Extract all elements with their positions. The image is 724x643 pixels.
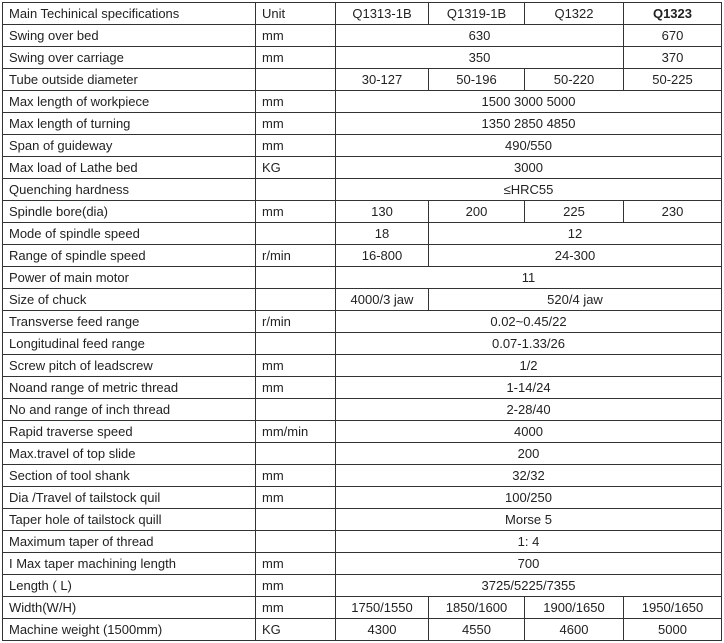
spec-value: 1-14/24 <box>336 377 722 399</box>
table-row <box>3 465 722 487</box>
table-row <box>3 355 722 377</box>
spec-value: 1750/1550 <box>336 597 429 619</box>
spec-value: 370 <box>624 47 722 69</box>
spec-value: 1950/1650 <box>624 597 722 619</box>
table-row <box>3 531 722 553</box>
spec-value: 1: 4 <box>336 531 722 553</box>
spec-name: Size of chuck <box>3 289 256 311</box>
spec-value: 100/250 <box>336 487 722 509</box>
spec-unit: mm <box>256 201 336 223</box>
table-row <box>3 157 722 179</box>
spec-unit: mm <box>256 47 336 69</box>
spec-unit: mm <box>256 113 336 135</box>
spec-unit: mm <box>256 575 336 597</box>
spec-unit <box>256 223 336 245</box>
table-row <box>3 443 722 465</box>
header-spec-label: Main Techinical specifications <box>3 3 256 25</box>
table-row <box>3 69 722 91</box>
spec-name: Maximum taper of thread <box>3 531 256 553</box>
spec-name: Transverse feed range <box>3 311 256 333</box>
spec-unit <box>256 179 336 201</box>
spec-unit: mm/min <box>256 421 336 443</box>
spec-value: 200 <box>429 201 525 223</box>
spec-unit: r/min <box>256 311 336 333</box>
table-row <box>3 91 722 113</box>
spec-name: Max.travel of top slide <box>3 443 256 465</box>
spec-value: 520/4 jaw <box>429 289 722 311</box>
spec-unit <box>256 443 336 465</box>
table-row <box>3 223 722 245</box>
spec-value: 200 <box>336 443 722 465</box>
spec-name: Range of spindle speed <box>3 245 256 267</box>
spec-name: Swing over bed <box>3 25 256 47</box>
spec-value: 2-28/40 <box>336 399 722 421</box>
spec-unit: mm <box>256 553 336 575</box>
table-row <box>3 311 722 333</box>
spec-value: 4300 <box>336 619 429 641</box>
table-row <box>3 619 722 641</box>
spec-value: 3725/5225/7355 <box>336 575 722 597</box>
spec-value: 4550 <box>429 619 525 641</box>
spec-value: 1350 2850 4850 <box>336 113 722 135</box>
spec-name: I Max taper machining length <box>3 553 256 575</box>
table-row <box>3 25 722 47</box>
spec-value: 18 <box>336 223 429 245</box>
spec-value: 4000/3 jaw <box>336 289 429 311</box>
header-row <box>3 3 722 25</box>
table-row <box>3 597 722 619</box>
table-row <box>3 201 722 223</box>
spec-unit: mm <box>256 135 336 157</box>
spec-name: Mode of spindle speed <box>3 223 256 245</box>
header-unit-label: Unit <box>256 3 336 25</box>
table-row <box>3 575 722 597</box>
spec-unit <box>256 531 336 553</box>
spec-name: Dia /Travel of tailstock quil <box>3 487 256 509</box>
spec-name: Taper hole of tailstock quill <box>3 509 256 531</box>
spec-unit: mm <box>256 465 336 487</box>
spec-name: Power of main motor <box>3 267 256 289</box>
spec-name: Max load of Lathe bed <box>3 157 256 179</box>
spec-unit: KG <box>256 619 336 641</box>
spec-value: 32/32 <box>336 465 722 487</box>
spec-unit: KG <box>256 157 336 179</box>
spec-value: 30-127 <box>336 69 429 91</box>
spec-value: 11 <box>336 267 722 289</box>
spec-name: Machine weight (1500mm) <box>3 619 256 641</box>
spec-unit: mm <box>256 355 336 377</box>
table-row <box>3 487 722 509</box>
table-row <box>3 135 722 157</box>
spec-name: Span of guideway <box>3 135 256 157</box>
spec-unit <box>256 267 336 289</box>
spec-value: 12 <box>429 223 722 245</box>
spec-name: Length ( L) <box>3 575 256 597</box>
table-row <box>3 399 722 421</box>
spec-value: ≤HRC55 <box>336 179 722 201</box>
spec-value: 50-225 <box>624 69 722 91</box>
spec-value: 3000 <box>336 157 722 179</box>
header-model-q1313-1b: Q1313-1B <box>336 3 429 25</box>
table-row <box>3 289 722 311</box>
spec-value: 4000 <box>336 421 722 443</box>
spec-unit <box>256 69 336 91</box>
spec-value: 130 <box>336 201 429 223</box>
table-row <box>3 245 722 267</box>
spec-value: 16-800 <box>336 245 429 267</box>
spec-unit: mm <box>256 377 336 399</box>
table-row <box>3 333 722 355</box>
spec-name: Screw pitch of leadscrew <box>3 355 256 377</box>
spec-value: 1850/1600 <box>429 597 525 619</box>
spec-value: 490/550 <box>336 135 722 157</box>
header-model-q1323: Q1323 <box>624 3 722 25</box>
spec-name: Longitudinal feed range <box>3 333 256 355</box>
spec-unit: mm <box>256 487 336 509</box>
spec-unit: mm <box>256 25 336 47</box>
spec-value: 225 <box>525 201 624 223</box>
spec-unit <box>256 509 336 531</box>
header-model-q1319-1b: Q1319-1B <box>429 3 525 25</box>
spec-name: Spindle bore(dia) <box>3 201 256 223</box>
header-model-q1322: Q1322 <box>525 3 624 25</box>
spec-unit: mm <box>256 91 336 113</box>
spec-value: 630 <box>336 25 624 47</box>
spec-value: 50-220 <box>525 69 624 91</box>
spec-name: Section of tool shank <box>3 465 256 487</box>
spec-name: Max length of workpiece <box>3 91 256 113</box>
spec-value: 1900/1650 <box>525 597 624 619</box>
table-row <box>3 377 722 399</box>
table-row <box>3 113 722 135</box>
spec-unit <box>256 399 336 421</box>
spec-value: 0.02~0.45/22 <box>336 311 722 333</box>
spec-table-body <box>3 3 722 641</box>
spec-value: 1500 3000 5000 <box>336 91 722 113</box>
spec-unit <box>256 289 336 311</box>
spec-value: 230 <box>624 201 722 223</box>
spec-name: Width(W/H) <box>3 597 256 619</box>
table-row <box>3 267 722 289</box>
spec-value: Morse 5 <box>336 509 722 531</box>
table-row <box>3 47 722 69</box>
spec-value: 5000 <box>624 619 722 641</box>
spec-unit <box>256 333 336 355</box>
spec-name: Max length of turning <box>3 113 256 135</box>
table-row <box>3 421 722 443</box>
table-row <box>3 179 722 201</box>
spec-value: 350 <box>336 47 624 69</box>
spec-name: No and range of inch thread <box>3 399 256 421</box>
spec-value: 0.07-1.33/26 <box>336 333 722 355</box>
spec-table <box>2 2 722 641</box>
table-row <box>3 509 722 531</box>
spec-value: 50-196 <box>429 69 525 91</box>
spec-value: 4600 <box>525 619 624 641</box>
spec-unit: r/min <box>256 245 336 267</box>
spec-name: Noand range of metric thread <box>3 377 256 399</box>
spec-name: Swing over carriage <box>3 47 256 69</box>
spec-name: Rapid traverse speed <box>3 421 256 443</box>
spec-value: 24-300 <box>429 245 722 267</box>
spec-value: 1/2 <box>336 355 722 377</box>
spec-value: 670 <box>624 25 722 47</box>
spec-unit: mm <box>256 597 336 619</box>
spec-name: Tube outside diameter <box>3 69 256 91</box>
table-row <box>3 553 722 575</box>
spec-value: 700 <box>336 553 722 575</box>
spec-name: Quenching hardness <box>3 179 256 201</box>
